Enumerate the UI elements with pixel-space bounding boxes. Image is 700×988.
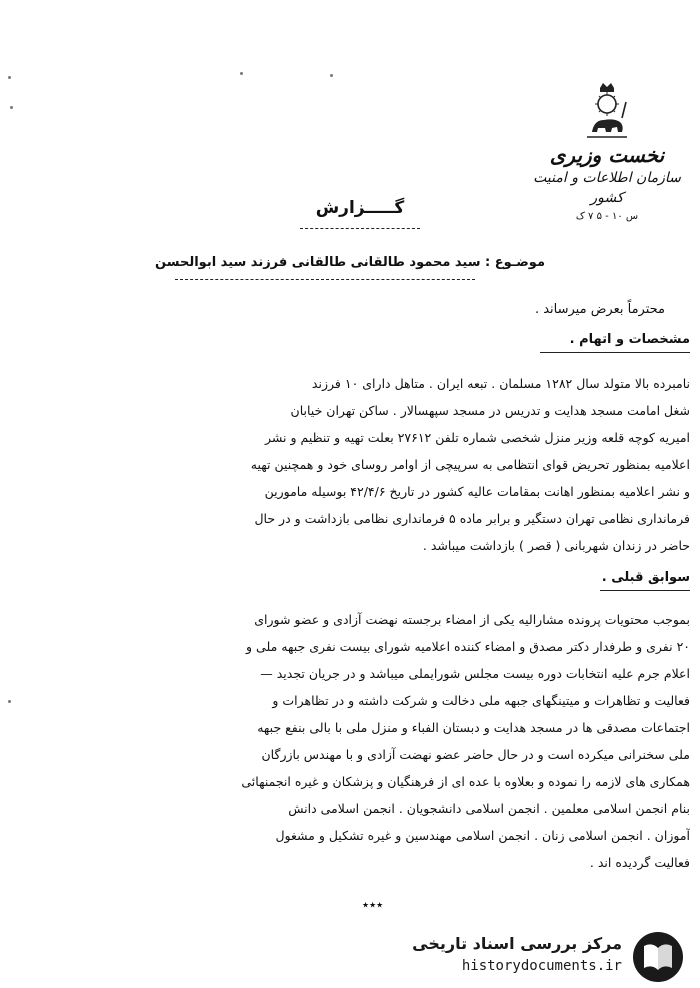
scan-speck <box>330 74 333 77</box>
text-line: شغل امامت مسجد هدایت و تدریس در مسجد سپهسالار . ساکن تهران خیابان <box>290 403 690 418</box>
letterhead-title: نخست وزیری <box>549 143 665 167</box>
text-line: آموزان . انجمن اسلامی زنان . انجمن اسلامی مهندسین و غیره تشکیل و مشغول <box>275 828 690 843</box>
end-mark: ٭٭٭ <box>362 898 384 913</box>
letterhead-reference: س ۱۰ - ۵ ۷ ک <box>575 211 639 222</box>
text-line: نامبرده بالا متولد سال ۱۲۸۲ مسلمان . تبعه ایران . متاهل دارای ۱۰ فرزند <box>311 376 690 391</box>
text-line: امیریه کوچه قلعه وزیر منزل شخصی شماره تلفن ۲۷۶۱۲ بعلت تهیه و تنظیم و نشر <box>265 430 690 445</box>
archive-watermark <box>402 928 692 986</box>
letterhead <box>522 82 692 224</box>
text-line: حاضر در زندان شهربانی ( قصر ) بازداشت میباشد . <box>422 538 690 553</box>
subject-underline <box>175 279 475 280</box>
text-line: اعلامیه بمنظور تحریض قوای انتظامی به سرپیچی از اوامر روسای خود و همچنین تهیه <box>250 457 690 472</box>
watermark-title: مرکز بررسی اسناد تاریخی <box>412 934 622 953</box>
text-line: اجتماعات مصدقی ها در مسجد هدایت و دبستان الفباء و منزل ملی با بالی بنفع جبهه <box>257 720 690 735</box>
text-line: فعالیت و تظاهرات و میتینگهای جبهه ملی دخالت و شرکت داشته و در تظاهرات و <box>272 693 690 708</box>
scan-speck <box>240 72 243 75</box>
report-title: گـــــزارش <box>315 198 405 218</box>
text-line: همکاری های لازمه را نموده و بعلاوه با عده ای از فرهنگیان و پزشکان و غیره انجمنهائی <box>241 774 690 789</box>
text-line: و نشر اعلامیه بمنظور اهانت بمقامات عالیه کشور در تاریخ ۴۲/۴/۶ بوسیله مامورین <box>264 484 690 499</box>
text-line: بنام انجمن اسلامی معلمین . انجمن اسلامی دانشجویان . انجمن اسلامی دانش <box>288 801 690 816</box>
subject-line <box>95 255 545 270</box>
section-heading-history: سوابق قبلی . <box>601 570 690 585</box>
text-line: فعالیت گردیده اند . <box>589 855 690 870</box>
salutation: محترماً بعرض میرساند . <box>534 302 665 317</box>
scan-speck <box>8 700 11 703</box>
scan-speck <box>8 76 11 79</box>
section-rule <box>540 352 690 353</box>
text-line: ۲۰ نفری و طرفدار دکتر مصدق و امضاء کننده اعلامیه شورای بیست نفری جبهه ملی و <box>246 639 690 654</box>
section-history-body <box>70 606 690 876</box>
title-underline <box>300 228 420 229</box>
text-line: ملی سخنرانی میکرده است و در حال حاضر عضو نهضت آزادی و با مهندس بازرگان <box>261 747 690 762</box>
lion-and-sun-emblem-icon <box>584 82 630 140</box>
book-logo-icon <box>630 930 686 984</box>
scan-speck <box>10 106 13 109</box>
text-line: اعلام جرم علیه انتخابات دوره بیست مجلس شورایملی میباشد و در جریان تجدید — <box>260 666 690 681</box>
text-line: فرمانداری نظامی تهران دستگیر و برابر ماده ۵ فرمانداری نظامی بازداشت و در حال <box>254 511 690 526</box>
letterhead-organization: سازمان اطلاعات و امنیت کشور <box>533 170 681 206</box>
watermark-website: historydocuments.ir <box>461 958 622 974</box>
section-profile-body <box>70 370 690 559</box>
section-rule <box>600 590 690 591</box>
subject-label: موضـوع : <box>485 255 545 270</box>
subject-text: سید محمود طالقانی طالقانی فرزند سید ابوالحسن <box>155 255 481 270</box>
text-line: بموجب محتویات پرونده مشارالیه یکی از امضاء برجسته نهضت آزادی و عضو شورای <box>254 612 690 627</box>
section-heading-profile: مشخصات و اتهام . <box>569 332 690 347</box>
